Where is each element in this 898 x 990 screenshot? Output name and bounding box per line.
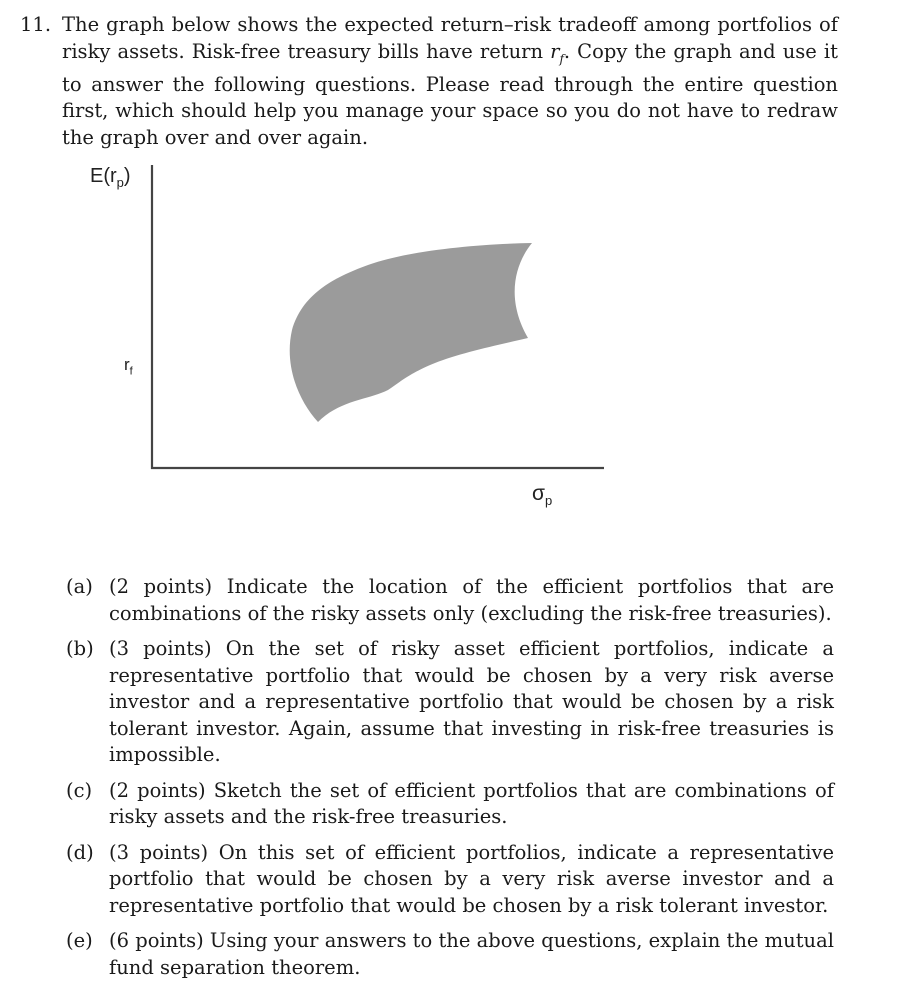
part-c	[66, 778, 834, 831]
part-label: (b)	[66, 637, 94, 660]
x-axis-label: $\sigma_p$	[532, 482, 553, 509]
risk-free-symbol-base: r	[550, 39, 560, 63]
part-text: Sketch the set of efficient portfolios that are combinations of risky assets and the risk-free treasuries.	[109, 778, 834, 828]
question-parts	[66, 574, 834, 990]
question-11	[20, 12, 838, 151]
question-text-before: The graph below shows the expected return–risk tradeoff among portfolios of risky assets. Risk-free treasury bills have return	[62, 13, 838, 63]
part-label: (e)	[66, 929, 93, 952]
part-label: (d)	[66, 840, 94, 864]
question-text	[62, 12, 838, 151]
y-axis-label: $E(r_p)$	[90, 165, 131, 190]
risk-free-symbol-sub: f	[559, 51, 564, 66]
part-d	[66, 840, 834, 920]
part-label: (a)	[66, 575, 93, 598]
risk-free-rate-label: $r_f$	[124, 355, 133, 378]
part-text: On this set of efficient portfolios, indicate a representative portfolio that would be chosen by a very risk averse investor and a representative portfolio that would be chosen by a risk tolerant investor.	[109, 840, 834, 917]
part-points: (3 points)	[109, 637, 212, 660]
risky-portfolio-region	[290, 243, 532, 422]
question-number: 11.	[20, 13, 52, 36]
risk-free-symbol	[550, 39, 564, 66]
part-text: Using your answers to the above questions, explain the mutual fund separation theorem.	[109, 929, 834, 979]
part-points: (2 points)	[109, 778, 206, 802]
return-risk-graph	[80, 160, 640, 520]
part-label: (c)	[66, 778, 93, 802]
part-points: (2 points)	[109, 575, 213, 598]
part-text: On the set of risky asset efficient portfolios, indicate a representative portfolio that would be chosen by a very risk averse investor and a representative portfolio that would be chosen by a risk tolerant investor. Again, assume that investing in risk-free treasuries is impossible.	[109, 637, 834, 766]
part-points: (3 points)	[109, 840, 209, 864]
part-text: Indicate the location of the efficient portfolios that are combinations of the risky assets only (excluding the risk-free treasuries).	[109, 575, 835, 625]
part-b	[66, 636, 834, 769]
question-text-after: . Copy the graph and use it to answer the following questions. Please read through the entire question first, which should help you manage your space so you do not have to redraw the graph over and over again.	[62, 39, 838, 149]
part-e	[66, 928, 834, 981]
graph-canvas	[80, 160, 640, 520]
part-a	[66, 574, 834, 627]
part-points: (6 points)	[109, 929, 204, 952]
